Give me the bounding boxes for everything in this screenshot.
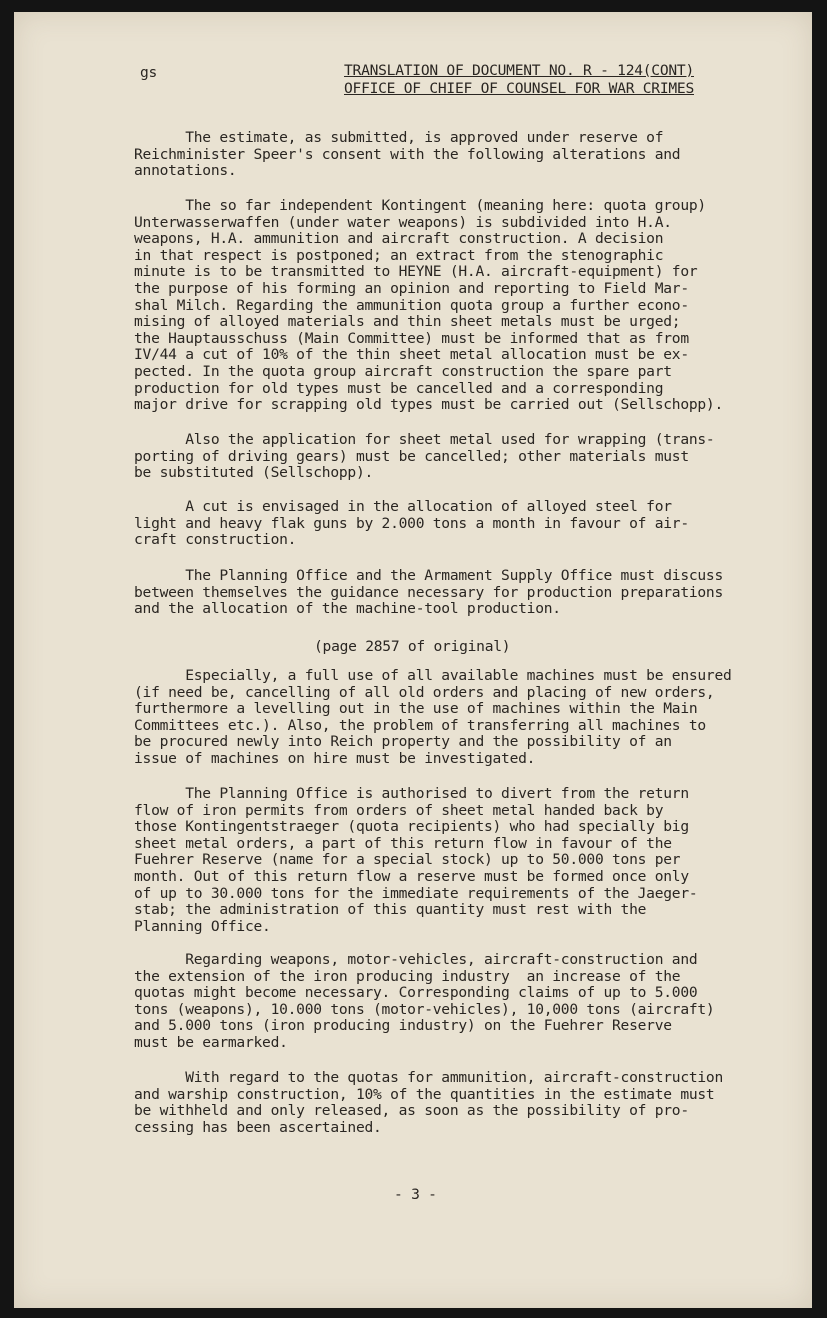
text-line: Regarding weapons, motor-vehicles, aircraft-construction and [134, 951, 698, 968]
text-line: major drive for scrapping old types must be carried out (Sellschopp). [134, 396, 723, 414]
page-number: - 3 - [394, 1186, 437, 1203]
text-line: the purpose of his forming an opinion and reporting to Field Mar- [134, 279, 689, 297]
text-line: annotations. [134, 162, 237, 180]
paragraph-4 [134, 499, 724, 549]
text-line: quotas might become necessary. Corresponding claims of up to 5.000 [134, 984, 698, 1002]
text-line: cessing has been ascertained. [134, 1118, 382, 1136]
text-line: light and heavy flak guns by 2.000 tons a month in favour of air- [134, 514, 689, 532]
text-line: in that respect is postponed; an extract from the stenographic [134, 246, 664, 264]
office-title: OFFICE OF CHIEF OF COUNSEL FOR WAR CRIMES [344, 80, 694, 97]
text-line: IV/44 a cut of 10% of the thin sheet metal allocation must be ex- [134, 346, 689, 364]
text-line: The Planning Office is authorised to divert from the return [134, 785, 689, 802]
paragraph-6 [134, 667, 732, 768]
text-line: mising of alloyed materials and thin sheet metals must be urged; [134, 313, 681, 331]
text-line: be substituted (Sellschopp). [134, 464, 374, 482]
text-line: furthermore a levelling out in the use of machines within the Main [134, 700, 698, 718]
paragraph-9 [134, 1070, 724, 1136]
paragraph-8 [134, 952, 724, 1052]
text-line: Committees etc.). Also, the problem of transferring all machines to [134, 716, 706, 734]
text-line: The Planning Office and the Armament Supply Office must discuss [134, 567, 723, 584]
text-line: A cut is envisaged in the allocation of alloyed steel for [134, 498, 672, 515]
text-line: porting of driving gears) must be cancelled; other materials must [134, 447, 689, 465]
text-line: be procured newly into Reich property and the possibility of an [134, 733, 672, 751]
document-title: TRANSLATION OF DOCUMENT NO. R - 124(CONT) [344, 62, 694, 79]
text-line: tons (weapons), 10.000 tons (motor-vehicles), 10,000 tons (aircraft) [134, 1000, 715, 1018]
text-line: issue of machines on hire must be investigated. [134, 749, 536, 767]
page-reference: (page 2857 of original) [314, 638, 511, 655]
text-line: sheet metal orders, a part of this return flow in favour of the [134, 834, 672, 852]
text-line: minute is to be transmitted to HEYNE (H.A. aircraft-equipment) for [134, 263, 698, 281]
text-line: Unterwasserwaffen (under water weapons) is subdivided into H.A. [134, 213, 672, 231]
text-line: must be earmarked. [134, 1033, 288, 1051]
text-line: the extension of the iron producing industry an increase of the [134, 967, 681, 985]
text-line: the Hauptausschuss (Main Committee) must be informed that as from [134, 329, 689, 347]
paragraph-1 [134, 130, 724, 180]
text-line: of up to 30.000 tons for the immediate requirements of the Jaeger- [134, 884, 698, 902]
typist-initials: gs [140, 64, 158, 81]
text-line: and 5.000 tons (iron producing industry) on the Fuehrer Reserve [134, 1017, 672, 1035]
text-line: The so far independent Kontingent (meaning here: quota group) [134, 197, 706, 214]
text-line: be withheld and only released, as soon as the possibility of pro- [134, 1102, 689, 1120]
text-line: The estimate, as submitted, is approved under reserve of [134, 129, 664, 146]
document-page [14, 12, 812, 1308]
text-line: shal Milch. Regarding the ammunition quota group a further econo- [134, 296, 689, 314]
paragraph-7 [134, 786, 724, 935]
text-line: production for old types must be cancelled and a corresponding [134, 379, 664, 397]
text-line: craft construction. [134, 531, 297, 549]
paragraph-3 [134, 432, 724, 482]
text-line: Also the application for sheet metal used for wrapping (trans- [134, 431, 715, 448]
paragraph-2 [134, 198, 724, 414]
text-line: and warship construction, 10% of the quantities in the estimate must [134, 1085, 715, 1103]
text-line: flow of iron permits from orders of sheet metal handed back by [134, 801, 664, 819]
text-line: Reichminister Speer's consent with the following alterations and [134, 145, 681, 163]
text-line: With regard to the quotas for ammunition, aircraft-construction [134, 1069, 723, 1086]
text-line: pected. In the quota group aircraft construction the spare part [134, 362, 672, 380]
text-line: weapons, H.A. ammunition and aircraft construction. A decision [134, 230, 664, 248]
text-line: Fuehrer Reserve (name for a special stock) up to 50.000 tons per [134, 851, 681, 869]
text-line: (if need be, cancelling of all old orders and placing of new orders, [134, 683, 715, 701]
text-line: stab; the administration of this quantity must rest with the [134, 901, 647, 919]
text-line: those Kontingentstraeger (quota recipients) who had specially big [134, 818, 689, 836]
text-line: between themselves the guidance necessary for production preparations [134, 583, 723, 601]
text-line: Planning Office. [134, 917, 271, 935]
text-line: and the allocation of the machine-tool production. [134, 600, 561, 618]
text-line: Especially, a full use of all available machines must be ensured [134, 667, 732, 684]
paragraph-5 [134, 568, 724, 618]
text-line: month. Out of this return flow a reserve must be formed once only [134, 867, 689, 885]
